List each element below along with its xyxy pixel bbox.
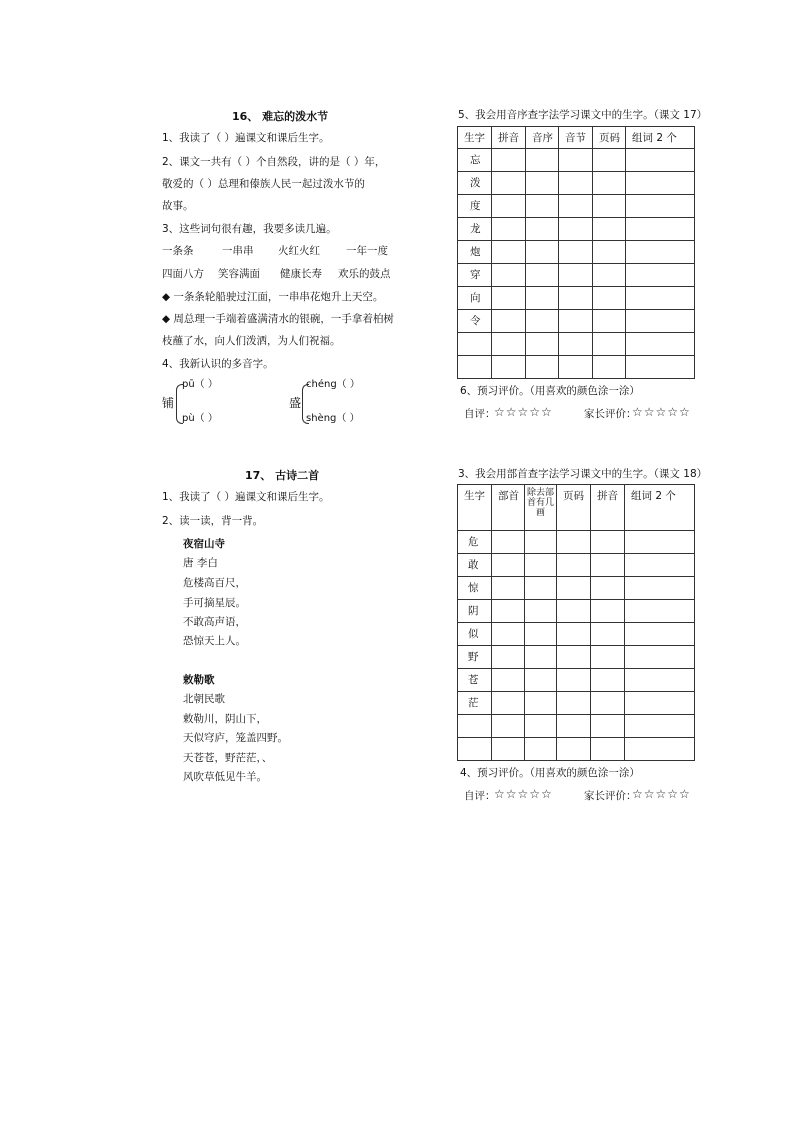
table-cell[interactable] (626, 333, 695, 356)
table-cell[interactable] (526, 149, 559, 172)
table-cell-char: 向 (458, 287, 492, 310)
table-header: 音节 (559, 127, 593, 149)
table-cell[interactable] (492, 600, 525, 623)
table-cell[interactable] (525, 692, 557, 715)
table-cell[interactable] (625, 623, 695, 646)
table-cell[interactable] (492, 669, 525, 692)
polyphone-reading: pū（ ） (182, 379, 218, 390)
table-header: 拼音 (492, 127, 526, 149)
table-cell[interactable] (626, 287, 695, 310)
table-cell[interactable] (526, 241, 559, 264)
table-cell[interactable] (526, 333, 559, 356)
self-eval-stars[interactable]: ☆☆☆☆☆ (494, 405, 553, 419)
phrase: 笑容满面 (218, 268, 260, 280)
table-cell[interactable] (591, 554, 625, 577)
phrase: 四面八方 (162, 268, 204, 280)
lesson16-q3: 3、这些词句很有趣，我要多读几遍。 (162, 223, 337, 235)
table-cell[interactable] (626, 218, 695, 241)
lesson17-q2: 2、读一读，背一背。 (162, 515, 264, 527)
table-cell[interactable] (492, 356, 526, 379)
table-cell[interactable] (492, 554, 525, 577)
table-cell[interactable] (625, 715, 695, 738)
table-cell[interactable] (559, 310, 593, 333)
poem2-title: 敕勒歌 (183, 674, 215, 686)
poem2-line: 天苍苍，野茫茫，、 (183, 752, 273, 764)
table-cell[interactable] (559, 149, 593, 172)
table-cell[interactable] (526, 264, 559, 287)
table-cell-char: 苍 (458, 669, 492, 692)
poem1-line: 手可摘星辰。 (183, 597, 246, 609)
table-cell[interactable] (625, 646, 695, 669)
lesson16-q1: 1、我读了（ ）遍课文和课后生字。 (162, 132, 330, 144)
table-cell[interactable] (559, 172, 593, 195)
phrase: 一条条 (162, 245, 194, 257)
table-cell[interactable] (526, 356, 559, 379)
table-cell[interactable] (557, 669, 591, 692)
table-cell[interactable] (492, 715, 525, 738)
lesson16-q2-line3: 故事。 (162, 200, 194, 212)
lesson16-q2-line1: 2、课文一共有（ ）个自然段，讲的是（ ）年， (162, 156, 386, 168)
table-cell[interactable] (626, 195, 695, 218)
poem1-title: 夜宿山寺 (183, 538, 225, 550)
table-cell-char: 危 (458, 531, 492, 554)
table-cell-char: 度 (458, 195, 492, 218)
lesson17-title: 17、 古诗二首 (245, 469, 320, 482)
table-cell[interactable] (525, 715, 557, 738)
parent-eval-stars[interactable]: ☆☆☆☆☆ (632, 787, 691, 801)
poem2-line: 风吹草低见牛羊。 (183, 771, 267, 783)
table-cell-char: 泼 (458, 172, 492, 195)
table-cell[interactable] (591, 646, 625, 669)
table-cell[interactable] (557, 531, 591, 554)
table-cell[interactable] (492, 577, 525, 600)
table-cell-char: 茫 (458, 692, 492, 715)
table-cell[interactable] (525, 669, 557, 692)
lesson16-sentence2-line2: 枝蘸了水，向人们泼洒，为人们祝福。 (162, 335, 341, 347)
table-cell-char: 龙 (458, 218, 492, 241)
table-cell-char: 穿 (458, 264, 492, 287)
table-cell[interactable] (492, 738, 525, 761)
table-cell[interactable] (492, 195, 526, 218)
table-cell-char: 令 (458, 310, 492, 333)
poem1-line: 不敢高声语， (183, 616, 246, 628)
table-cell[interactable] (559, 218, 593, 241)
table-cell[interactable] (492, 692, 525, 715)
table-cell[interactable] (591, 600, 625, 623)
table-cell[interactable] (557, 738, 591, 761)
table-cell[interactable] (492, 264, 526, 287)
table-cell[interactable] (593, 356, 626, 379)
table-header: 生字 (458, 127, 492, 149)
table-cell[interactable] (559, 356, 593, 379)
table-cell-char: 炮 (458, 241, 492, 264)
table-cell[interactable] (559, 333, 593, 356)
phrase: 火红火红 (278, 245, 320, 257)
table-cell-char: 惊 (458, 577, 492, 600)
table-cell[interactable] (626, 310, 695, 333)
parent-eval-label: 家长评价： (584, 790, 637, 802)
lesson17-q1: 1、我读了（ ）遍课文和课后生字。 (162, 491, 330, 503)
table-cell[interactable] (492, 218, 526, 241)
table18 (457, 484, 695, 761)
table-cell[interactable] (492, 287, 526, 310)
table-header: 页码 (593, 127, 626, 149)
table-cell[interactable] (593, 149, 626, 172)
table-cell[interactable] (625, 577, 695, 600)
table-cell[interactable] (625, 692, 695, 715)
table-cell[interactable] (593, 310, 626, 333)
table-cell[interactable] (593, 218, 626, 241)
table-cell[interactable] (591, 577, 625, 600)
table-cell[interactable] (492, 172, 526, 195)
self-eval-label: 自评： (464, 790, 496, 802)
table-cell[interactable] (525, 554, 557, 577)
table-cell[interactable] (591, 715, 625, 738)
table17 (457, 126, 695, 379)
poem1-author: 唐 李白 (183, 557, 218, 569)
poem1-line: 危楼高百尺， (183, 577, 246, 589)
polyphone-reading: chéng（ ） (306, 379, 360, 390)
poem1-line: 恐惊天上人。 (183, 635, 246, 647)
table-cell[interactable] (557, 646, 591, 669)
table-cell[interactable] (626, 241, 695, 264)
table-header: 组词 2 个 (626, 127, 695, 149)
table-cell[interactable] (591, 531, 625, 554)
table-cell[interactable] (626, 172, 695, 195)
phrase: 一年一度 (346, 245, 388, 257)
table-cell[interactable] (593, 333, 626, 356)
table18-caption: 3、我会用部首查字法学习课文中的生字。（课文 18） (458, 468, 708, 480)
table-cell[interactable] (591, 623, 625, 646)
table-cell[interactable] (626, 356, 695, 379)
table-cell[interactable] (557, 600, 591, 623)
table-cell[interactable] (593, 287, 626, 310)
self-eval-label: 自评： (464, 408, 496, 420)
phrase: 健康长寿 (280, 268, 322, 280)
table-cell[interactable] (492, 149, 526, 172)
table-cell[interactable] (525, 577, 557, 600)
table-cell[interactable] (557, 623, 591, 646)
polyphone-reading: shèng（ ） (306, 413, 360, 424)
phrase: 欢乐的鼓点 (338, 268, 391, 280)
lesson16-sentence1: ◆ 一条条轮船驶过江面，一串串花炮升上天空。 (162, 291, 384, 303)
table-cell[interactable] (593, 241, 626, 264)
lesson16-q2-line2: 敬爱的（ ）总理和傣族人民一起过泼水节的 (162, 178, 365, 190)
lesson16-q4: 4、我新认识的多音字。 (162, 358, 274, 370)
table-cell-char: 敢 (458, 554, 492, 577)
table-header: 除去部首有几画 (525, 485, 557, 531)
table-header: 拼音 (591, 485, 625, 531)
table-cell[interactable] (625, 600, 695, 623)
table17-caption: 5、我会用音序查字法学习课文中的生字。（课文 17） (458, 109, 708, 121)
table-cell[interactable] (492, 241, 526, 264)
polyphone-char: 盛 (289, 396, 302, 410)
phrase: 一串串 (222, 245, 254, 257)
table-cell[interactable] (526, 195, 559, 218)
eval-title-17: 6、预习评价。（用喜欢的颜色涂一涂） (460, 385, 640, 397)
table-cell[interactable] (591, 738, 625, 761)
poem2-line: 敕勒川，阴山下， (183, 713, 267, 725)
table-cell[interactable] (525, 623, 557, 646)
table-cell[interactable] (591, 692, 625, 715)
table-cell[interactable] (492, 531, 525, 554)
table-header: 部首 (492, 485, 525, 531)
table-cell-char: 野 (458, 646, 492, 669)
lesson16-sentence2-line1: ◆ 周总理一手端着盛满清水的银碗，一手拿着柏树 (162, 313, 394, 325)
table-cell[interactable] (526, 287, 559, 310)
table-cell[interactable] (525, 600, 557, 623)
table-cell[interactable] (557, 692, 591, 715)
parent-eval-stars[interactable]: ☆☆☆☆☆ (632, 405, 691, 419)
table-cell[interactable] (593, 264, 626, 287)
table-cell[interactable] (625, 531, 695, 554)
table-cell[interactable] (559, 264, 593, 287)
table-cell[interactable] (559, 287, 593, 310)
table-cell[interactable] (557, 715, 591, 738)
table-cell[interactable] (557, 577, 591, 600)
table-cell[interactable] (492, 310, 526, 333)
table-cell-char: 忘 (458, 149, 492, 172)
table-cell-char (458, 715, 492, 738)
table-cell[interactable] (557, 554, 591, 577)
table-cell[interactable] (625, 669, 695, 692)
table-cell[interactable] (626, 149, 695, 172)
table-cell[interactable] (526, 310, 559, 333)
table-header: 音序 (526, 127, 559, 149)
table-cell[interactable] (625, 554, 695, 577)
table-cell[interactable] (526, 218, 559, 241)
poem2-line: 天似穹庐，笼盖四野。 (183, 732, 288, 744)
table-cell[interactable] (492, 646, 525, 669)
parent-eval-label: 家长评价： (584, 408, 637, 420)
table-cell-char (458, 738, 492, 761)
table-cell[interactable] (492, 333, 526, 356)
self-eval-stars[interactable]: ☆☆☆☆☆ (494, 787, 553, 801)
table-cell[interactable] (593, 195, 626, 218)
table-cell[interactable] (626, 264, 695, 287)
polyphone-reading: pù（ ） (182, 413, 218, 424)
table-header: 页码 (557, 485, 591, 531)
table-cell[interactable] (525, 531, 557, 554)
table-cell[interactable] (625, 738, 695, 761)
table-cell[interactable] (591, 669, 625, 692)
table-header: 组词 2 个 (625, 485, 695, 531)
table-cell[interactable] (525, 738, 557, 761)
table-cell[interactable] (559, 241, 593, 264)
table-cell[interactable] (526, 172, 559, 195)
eval-title-18: 4、预习评价。（用喜欢的颜色涂一涂） (460, 767, 640, 779)
table-cell[interactable] (525, 646, 557, 669)
polyphone-char: 铺 (162, 396, 175, 410)
poem2-author: 北朝民歌 (183, 693, 225, 705)
table-cell-char (458, 333, 492, 356)
table-header: 生字 (458, 485, 492, 531)
table-cell[interactable] (492, 623, 525, 646)
lesson16-title: 16、 难忘的泼水节 (232, 110, 329, 123)
table-cell[interactable] (559, 195, 593, 218)
table-cell[interactable] (593, 172, 626, 195)
table-cell-char (458, 356, 492, 379)
table-cell-char: 似 (458, 623, 492, 646)
table-cell-char: 阴 (458, 600, 492, 623)
